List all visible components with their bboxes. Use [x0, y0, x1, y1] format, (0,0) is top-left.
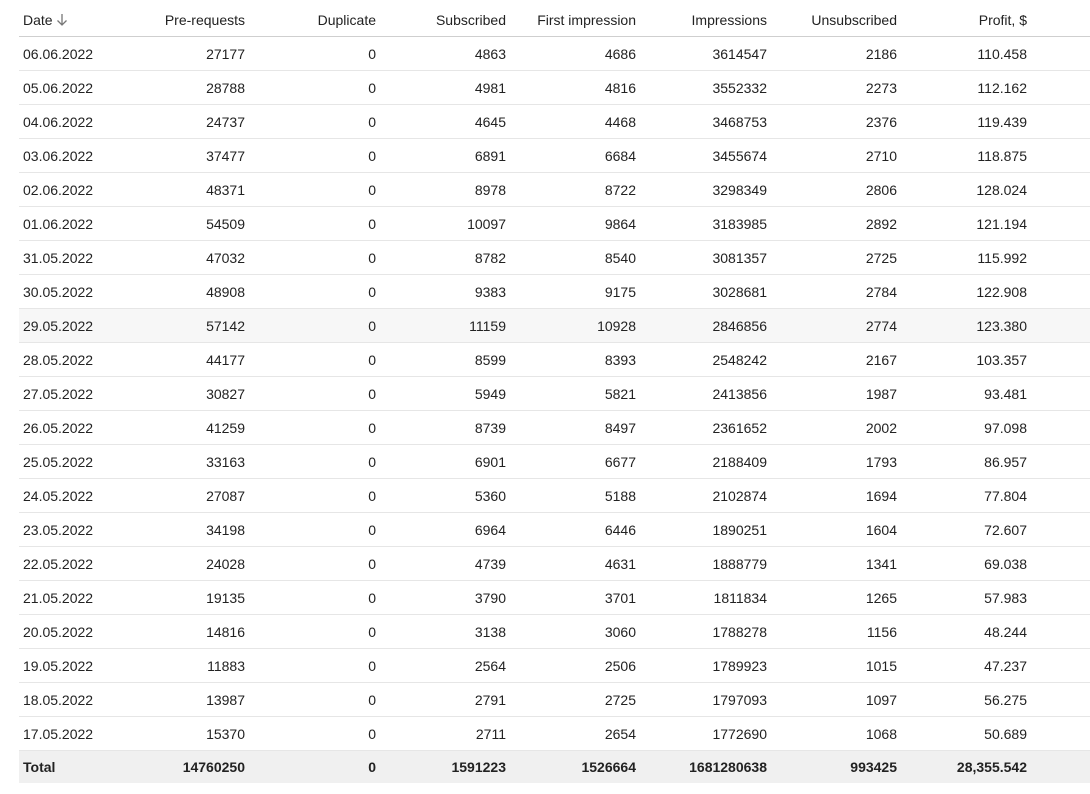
cell-pre: 27177	[119, 37, 249, 71]
cell-imp: 1797093	[640, 683, 771, 717]
cell-sub: 11159	[380, 309, 510, 343]
cell-imp: 3455674	[640, 139, 771, 173]
column-header-label: First impression	[537, 12, 636, 28]
cell-pre: 34198	[119, 513, 249, 547]
cell-first: 3060	[510, 615, 640, 649]
cell-profit: 72.607	[901, 513, 1031, 547]
cell-first: 2506	[510, 649, 640, 683]
cell-first: 8540	[510, 241, 640, 275]
total-cell: 993425	[771, 751, 901, 784]
cell-profit: 122.908	[901, 275, 1031, 309]
cell-pre: 11883	[119, 649, 249, 683]
cell-pre: 30827	[119, 377, 249, 411]
column-header-impressions[interactable]	[640, 4, 771, 37]
cell-imp: 3552332	[640, 71, 771, 105]
cell-unsub: 2002	[771, 411, 901, 445]
cell-sub: 4739	[380, 547, 510, 581]
total-cell: 28,355.542	[901, 751, 1031, 784]
cell-first: 4816	[510, 71, 640, 105]
column-header-duplicate[interactable]	[249, 4, 380, 37]
cell-date: 21.05.2022	[19, 581, 119, 615]
cell-pre: 27087	[119, 479, 249, 513]
cell-sub: 2791	[380, 683, 510, 717]
cell-imp: 1789923	[640, 649, 771, 683]
cell-pre: 41259	[119, 411, 249, 445]
cell-imp: 1890251	[640, 513, 771, 547]
cell-first: 4686	[510, 37, 640, 71]
row-spacer	[1031, 649, 1090, 683]
table-row[interactable]	[19, 377, 1090, 411]
row-spacer	[1031, 105, 1090, 139]
arrow-down-icon	[56, 13, 68, 27]
cell-first: 2654	[510, 717, 640, 751]
cell-sub: 4863	[380, 37, 510, 71]
cell-date: 20.05.2022	[19, 615, 119, 649]
cell-imp: 3183985	[640, 207, 771, 241]
cell-imp: 2846856	[640, 309, 771, 343]
cell-first: 6446	[510, 513, 640, 547]
row-spacer	[1031, 615, 1090, 649]
cell-sub: 8978	[380, 173, 510, 207]
cell-pre: 24737	[119, 105, 249, 139]
row-spacer	[1031, 411, 1090, 445]
cell-profit: 110.458	[901, 37, 1031, 71]
cell-profit: 48.244	[901, 615, 1031, 649]
cell-imp: 2413856	[640, 377, 771, 411]
cell-first: 6684	[510, 139, 640, 173]
cell-date: 29.05.2022	[19, 309, 119, 343]
cell-sub: 3790	[380, 581, 510, 615]
cell-first: 6677	[510, 445, 640, 479]
cell-pre: 44177	[119, 343, 249, 377]
cell-imp: 1772690	[640, 717, 771, 751]
cell-unsub: 2806	[771, 173, 901, 207]
row-spacer	[1031, 309, 1090, 343]
total-spacer	[1031, 751, 1090, 784]
cell-dup: 0	[249, 377, 380, 411]
cell-dup: 0	[249, 445, 380, 479]
table-row[interactable]	[19, 173, 1090, 207]
total-cell: 1591223	[380, 751, 510, 784]
cell-date: 18.05.2022	[19, 683, 119, 717]
cell-dup: 0	[249, 615, 380, 649]
cell-profit: 103.357	[901, 343, 1031, 377]
cell-dup: 0	[249, 105, 380, 139]
column-header-date[interactable]	[19, 4, 119, 37]
table-row[interactable]	[19, 445, 1090, 479]
stats-table	[19, 4, 1090, 783]
cell-pre: 37477	[119, 139, 249, 173]
cell-profit: 112.162	[901, 71, 1031, 105]
cell-sub: 5360	[380, 479, 510, 513]
cell-profit: 56.275	[901, 683, 1031, 717]
cell-pre: 54509	[119, 207, 249, 241]
cell-date: 30.05.2022	[19, 275, 119, 309]
cell-unsub: 2892	[771, 207, 901, 241]
cell-dup: 0	[249, 717, 380, 751]
cell-first: 9864	[510, 207, 640, 241]
cell-date: 06.06.2022	[19, 37, 119, 71]
cell-unsub: 1156	[771, 615, 901, 649]
total-cell: 0	[249, 751, 380, 784]
table-row[interactable]	[19, 683, 1090, 717]
cell-date: 23.05.2022	[19, 513, 119, 547]
cell-date: 28.05.2022	[19, 343, 119, 377]
row-spacer	[1031, 139, 1090, 173]
cell-dup: 0	[249, 275, 380, 309]
cell-date: 25.05.2022	[19, 445, 119, 479]
cell-first: 2725	[510, 683, 640, 717]
cell-date: 05.06.2022	[19, 71, 119, 105]
cell-sub: 8782	[380, 241, 510, 275]
cell-first: 4468	[510, 105, 640, 139]
cell-profit: 121.194	[901, 207, 1031, 241]
cell-dup: 0	[249, 649, 380, 683]
cell-dup: 0	[249, 309, 380, 343]
cell-first: 8393	[510, 343, 640, 377]
cell-dup: 0	[249, 683, 380, 717]
row-spacer	[1031, 207, 1090, 241]
table-row[interactable]	[19, 37, 1090, 71]
table-row[interactable]	[19, 207, 1090, 241]
cell-date: 17.05.2022	[19, 717, 119, 751]
cell-unsub: 1265	[771, 581, 901, 615]
cell-first: 10928	[510, 309, 640, 343]
cell-unsub: 2167	[771, 343, 901, 377]
cell-dup: 0	[249, 343, 380, 377]
cell-profit: 128.024	[901, 173, 1031, 207]
total-cell: 1526664	[510, 751, 640, 784]
table-row[interactable]	[19, 105, 1090, 139]
cell-profit: 93.481	[901, 377, 1031, 411]
cell-sub: 2564	[380, 649, 510, 683]
cell-pre: 19135	[119, 581, 249, 615]
cell-dup: 0	[249, 581, 380, 615]
total-cell: 14760250	[119, 751, 249, 784]
total-row	[19, 751, 1090, 784]
cell-first: 5188	[510, 479, 640, 513]
cell-imp: 1888779	[640, 547, 771, 581]
cell-first: 5821	[510, 377, 640, 411]
cell-imp: 1811834	[640, 581, 771, 615]
cell-pre: 15370	[119, 717, 249, 751]
row-spacer	[1031, 445, 1090, 479]
cell-date: 27.05.2022	[19, 377, 119, 411]
cell-sub: 8599	[380, 343, 510, 377]
cell-unsub: 1341	[771, 547, 901, 581]
row-spacer	[1031, 717, 1090, 751]
cell-date: 03.06.2022	[19, 139, 119, 173]
cell-imp: 3614547	[640, 37, 771, 71]
cell-dup: 0	[249, 71, 380, 105]
row-spacer	[1031, 173, 1090, 207]
row-spacer	[1031, 479, 1090, 513]
cell-first: 3701	[510, 581, 640, 615]
row-spacer	[1031, 241, 1090, 275]
column-header-label: Impressions	[691, 12, 767, 28]
column-header-label: Pre-requests	[164, 12, 245, 28]
cell-imp: 2188409	[640, 445, 771, 479]
column-header-label: Unsubscribed	[811, 12, 897, 28]
row-spacer	[1031, 37, 1090, 71]
cell-dup: 0	[249, 411, 380, 445]
column-header-pre-requests[interactable]	[119, 4, 249, 37]
cell-imp: 2361652	[640, 411, 771, 445]
cell-sub: 8739	[380, 411, 510, 445]
cell-date: 19.05.2022	[19, 649, 119, 683]
cell-pre: 57142	[119, 309, 249, 343]
cell-date: 22.05.2022	[19, 547, 119, 581]
column-header-profit[interactable]	[901, 4, 1031, 37]
row-spacer	[1031, 683, 1090, 717]
table-row[interactable]	[19, 649, 1090, 683]
table-row[interactable]	[19, 343, 1090, 377]
cell-imp: 1788278	[640, 615, 771, 649]
cell-profit: 118.875	[901, 139, 1031, 173]
cell-imp: 3298349	[640, 173, 771, 207]
row-spacer	[1031, 343, 1090, 377]
cell-date: 02.06.2022	[19, 173, 119, 207]
column-header-label: Date	[23, 12, 53, 28]
cell-date: 04.06.2022	[19, 105, 119, 139]
table-row[interactable]	[19, 717, 1090, 751]
column-header-first-impression[interactable]	[510, 4, 640, 37]
cell-sub: 4981	[380, 71, 510, 105]
cell-unsub: 1793	[771, 445, 901, 479]
cell-imp: 3028681	[640, 275, 771, 309]
cell-dup: 0	[249, 173, 380, 207]
table-row[interactable]	[19, 615, 1090, 649]
cell-date: 26.05.2022	[19, 411, 119, 445]
table-row[interactable]	[19, 71, 1090, 105]
cell-first: 8722	[510, 173, 640, 207]
cell-pre: 14816	[119, 615, 249, 649]
cell-unsub: 2784	[771, 275, 901, 309]
column-header-label: Subscribed	[435, 12, 506, 28]
cell-dup: 0	[249, 479, 380, 513]
row-spacer	[1031, 275, 1090, 309]
cell-first: 8497	[510, 411, 640, 445]
cell-first: 4631	[510, 547, 640, 581]
cell-unsub: 2186	[771, 37, 901, 71]
cell-unsub: 2710	[771, 139, 901, 173]
cell-imp: 3081357	[640, 241, 771, 275]
total-cell: 1681280638	[640, 751, 771, 784]
column-header-label: Profit, $	[978, 12, 1027, 28]
table-header-row	[19, 4, 1090, 37]
cell-sub: 6901	[380, 445, 510, 479]
stats-table-container	[19, 4, 1090, 783]
cell-imp: 2102874	[640, 479, 771, 513]
cell-sub: 6891	[380, 139, 510, 173]
column-header-spacer	[1031, 4, 1090, 37]
cell-date: 01.06.2022	[19, 207, 119, 241]
cell-unsub: 2774	[771, 309, 901, 343]
table-row[interactable]	[19, 139, 1090, 173]
cell-unsub: 2725	[771, 241, 901, 275]
cell-unsub: 1068	[771, 717, 901, 751]
row-spacer	[1031, 513, 1090, 547]
cell-imp: 2548242	[640, 343, 771, 377]
column-header-unsubscribed[interactable]	[771, 4, 901, 37]
cell-profit: 123.380	[901, 309, 1031, 343]
table-row[interactable]	[19, 309, 1090, 343]
cell-sub: 2711	[380, 717, 510, 751]
row-spacer	[1031, 71, 1090, 105]
cell-sub: 5949	[380, 377, 510, 411]
cell-unsub: 1097	[771, 683, 901, 717]
table-row[interactable]	[19, 547, 1090, 581]
cell-pre: 24028	[119, 547, 249, 581]
cell-profit: 47.237	[901, 649, 1031, 683]
cell-unsub: 1694	[771, 479, 901, 513]
cell-dup: 0	[249, 37, 380, 71]
table-body	[19, 37, 1090, 751]
cell-unsub: 1015	[771, 649, 901, 683]
cell-sub: 4645	[380, 105, 510, 139]
cell-unsub: 1987	[771, 377, 901, 411]
cell-sub: 10097	[380, 207, 510, 241]
cell-unsub: 2376	[771, 105, 901, 139]
table-row[interactable]	[19, 581, 1090, 615]
total-cell: Total	[19, 751, 119, 784]
cell-date: 24.05.2022	[19, 479, 119, 513]
cell-profit: 50.689	[901, 717, 1031, 751]
cell-dup: 0	[249, 207, 380, 241]
table-row[interactable]	[19, 275, 1090, 309]
row-spacer	[1031, 581, 1090, 615]
cell-profit: 69.038	[901, 547, 1031, 581]
cell-unsub: 2273	[771, 71, 901, 105]
cell-profit: 77.804	[901, 479, 1031, 513]
cell-unsub: 1604	[771, 513, 901, 547]
cell-pre: 33163	[119, 445, 249, 479]
cell-dup: 0	[249, 513, 380, 547]
table-row[interactable]	[19, 411, 1090, 445]
cell-sub: 6964	[380, 513, 510, 547]
column-header-subscribed[interactable]	[380, 4, 510, 37]
row-spacer	[1031, 377, 1090, 411]
cell-pre: 13987	[119, 683, 249, 717]
cell-pre: 48908	[119, 275, 249, 309]
cell-pre: 48371	[119, 173, 249, 207]
cell-first: 9175	[510, 275, 640, 309]
table-row[interactable]	[19, 513, 1090, 547]
cell-profit: 97.098	[901, 411, 1031, 445]
row-spacer	[1031, 547, 1090, 581]
cell-dup: 0	[249, 241, 380, 275]
table-row[interactable]	[19, 241, 1090, 275]
cell-pre: 28788	[119, 71, 249, 105]
cell-imp: 3468753	[640, 105, 771, 139]
cell-dup: 0	[249, 139, 380, 173]
cell-date: 31.05.2022	[19, 241, 119, 275]
cell-sub: 3138	[380, 615, 510, 649]
cell-pre: 47032	[119, 241, 249, 275]
cell-dup: 0	[249, 547, 380, 581]
column-header-label: Duplicate	[317, 12, 376, 28]
cell-profit: 57.983	[901, 581, 1031, 615]
cell-profit: 86.957	[901, 445, 1031, 479]
cell-profit: 115.992	[901, 241, 1031, 275]
cell-profit: 119.439	[901, 105, 1031, 139]
table-row[interactable]	[19, 479, 1090, 513]
cell-sub: 9383	[380, 275, 510, 309]
